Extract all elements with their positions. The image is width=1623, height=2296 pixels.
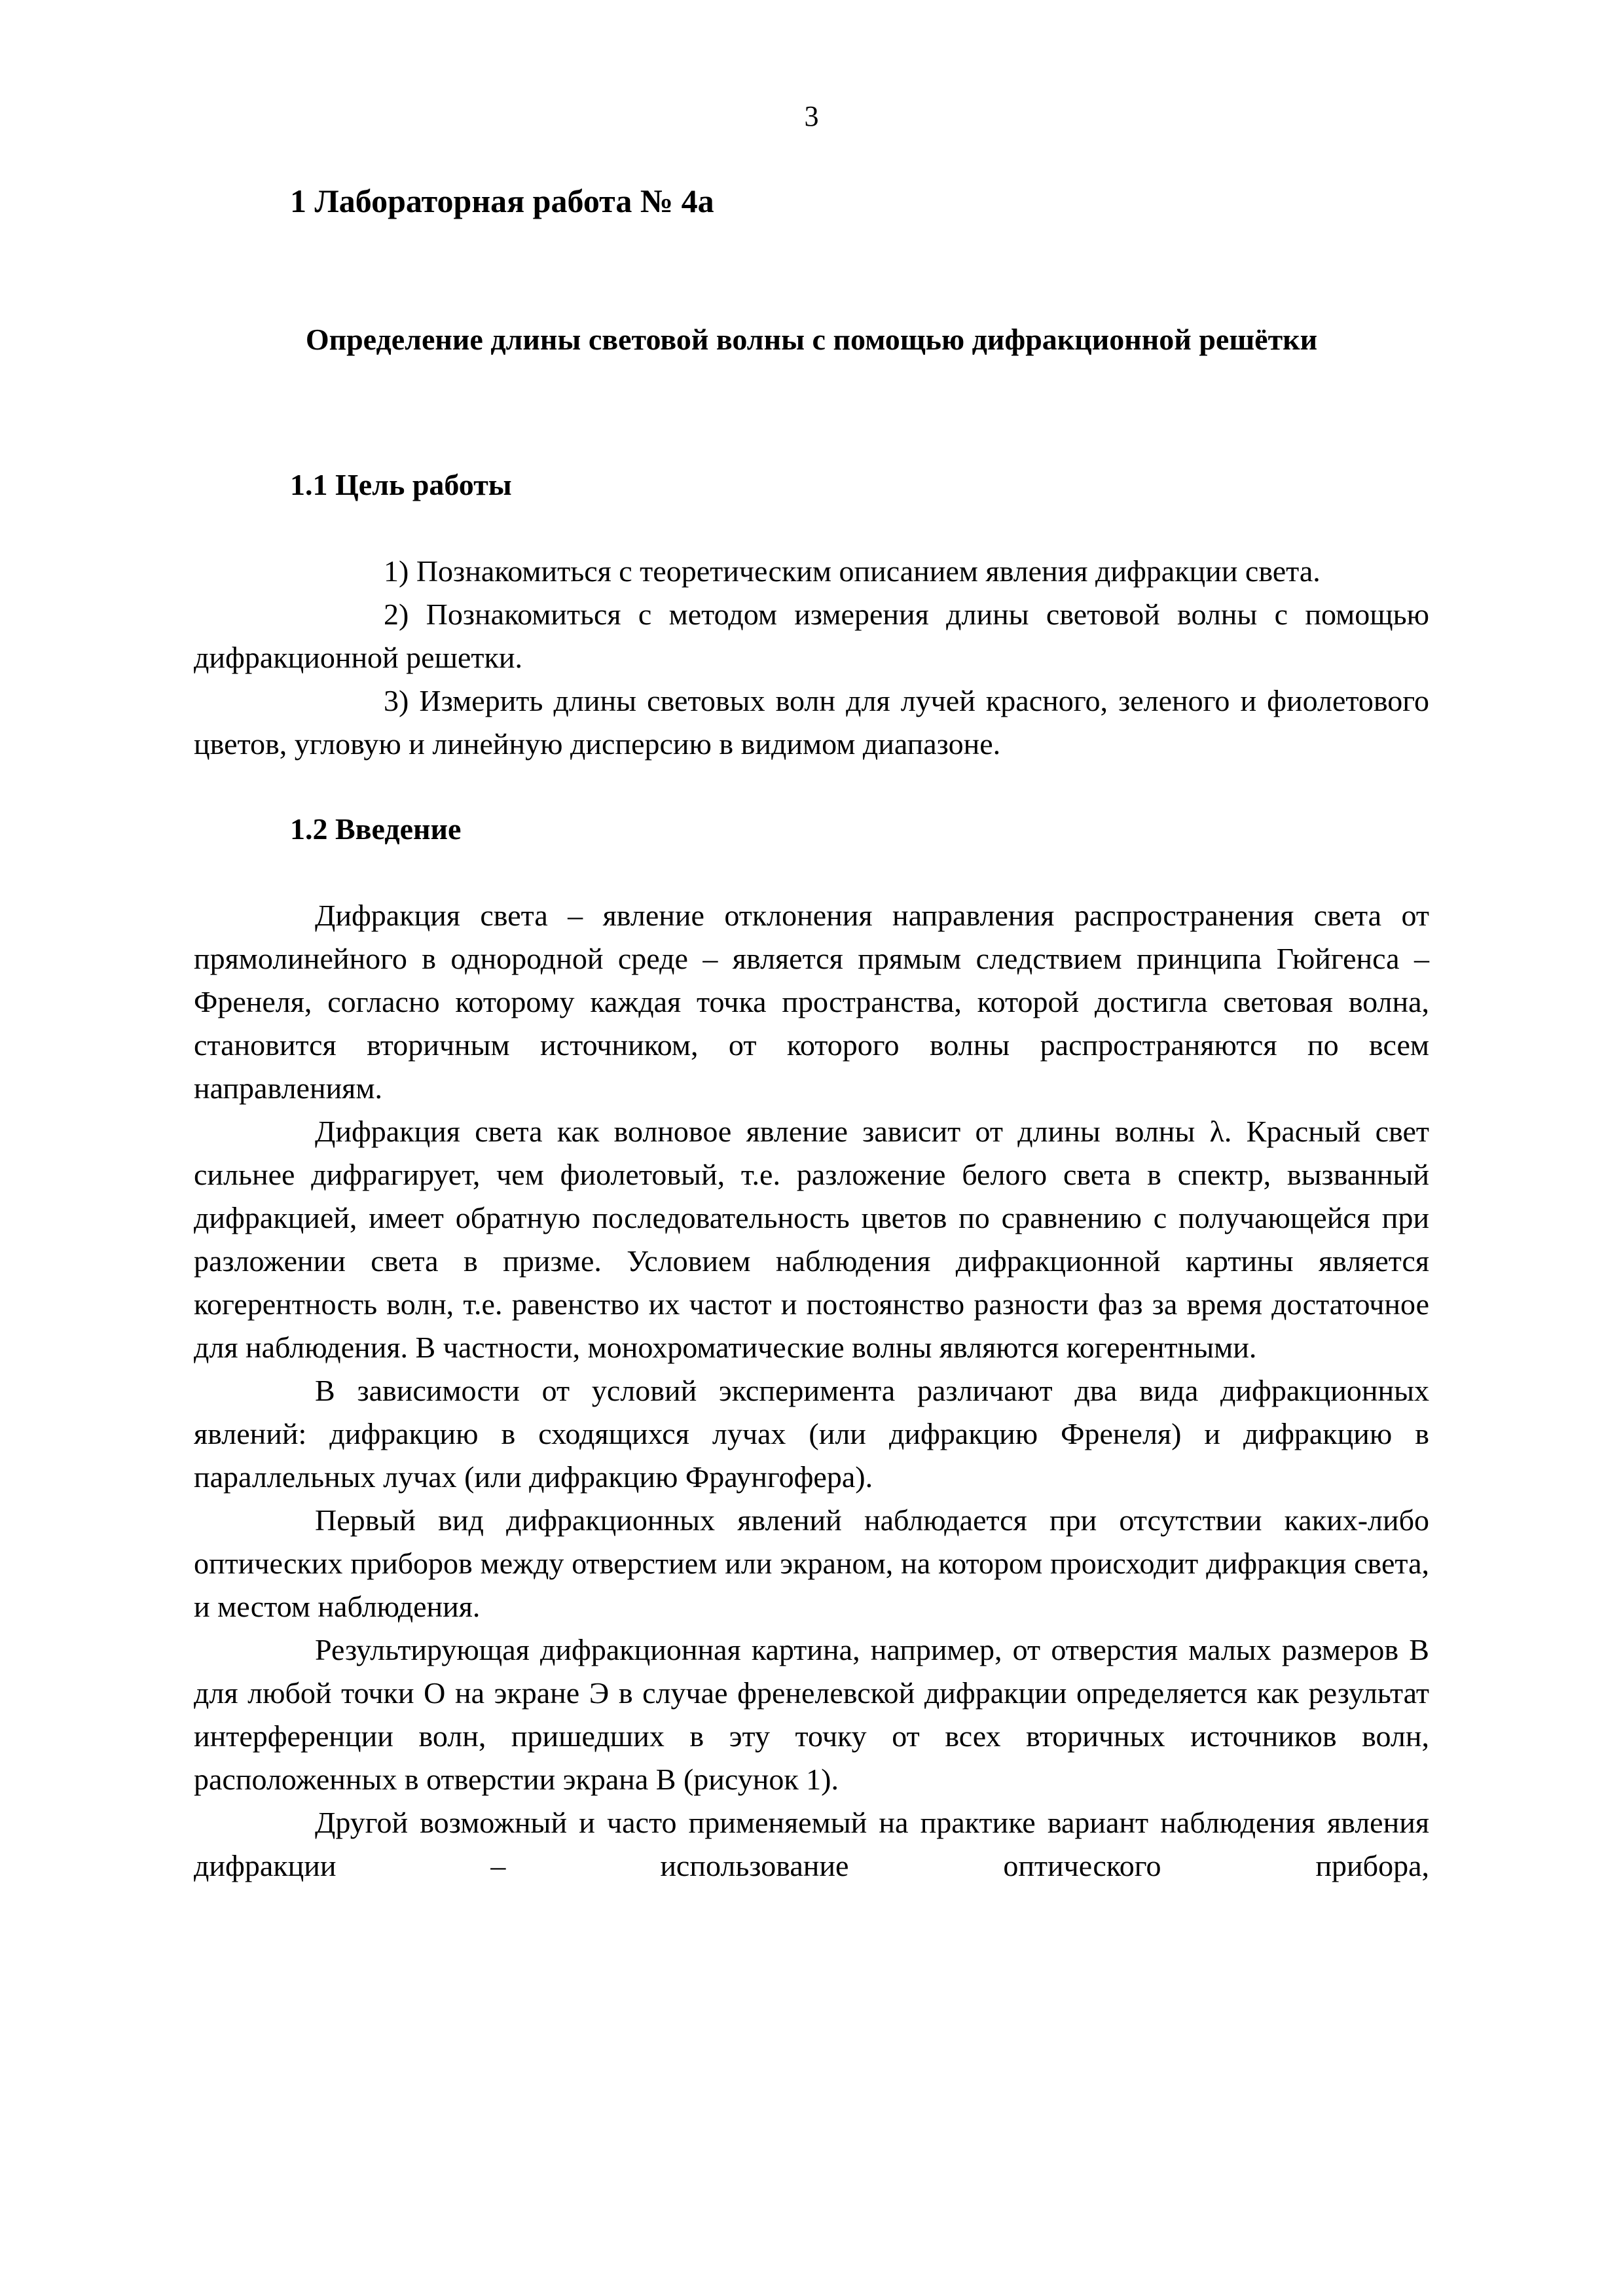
document-title: Определение длины световой волны с помощью дифракционной решётки [305,323,1318,356]
intro-paragraph-6: Другой возможный и часто применяемый на практике вариант наблюдения явления дифракции – использование оптического прибора, [194,1806,1429,1882]
intro-paragraph-3: В зависимости от условий эксперимента различают два вида дифракционных явлений: дифракцию в сходящихся лучах (или дифракцию Френеля) и дифракцию в параллельных лучах (или дифракцию Фраунгофера). [194,1374,1429,1494]
intro-paragraph-5: Результирующая дифракционная картина, например, от отверстия малых размеров В для любой точки О на экране Э в случае френелевской дифракции определяется как результат интерференции волн, пришедших в эту точку от всех вторичных источников волн, расположенных в отверстии экрана В (рисунок 1). [194,1633,1429,1796]
intro-paragraph-2: Дифракция света как волновое явление зависит от длины волны λ. Красный свет сильнее дифрагирует, чем фиолетовый, т.е. разложение белого света в спектр, вызванный дифракцией, имеет обратную последовательность цветов по сравнению с получающейся при разложении света в призме. Условием наблюдения дифракционной картины является когерентность волн, т.е. равенство их частот и постоянство разности фаз за время достаточное для наблюдения. В частности, монохроматические волны являются когерентными. [194,1115,1429,1364]
goal-item-3: 3) Измерить длины световых волн для лучей красного, зеленого и фиолетового цветов, угловую и линейную дисперсию в видимом диапазоне. [194,684,1429,761]
section-heading-intro: 1.2 Введение [290,812,462,846]
chapter-title: 1 Лабораторная работа № 4а [290,183,714,219]
page-number: 3 [804,100,819,132]
goal-item-2: 2) Познакомиться с методом измерения длины световой волны с помощью дифракционной решетки. [194,598,1429,674]
intro-paragraph-4: Первый вид дифракционных явлений наблюдается при отсутствии каких-либо оптических приборов между отверстием или экраном, на котором происходит дифракция света, и местом наблюдения. [194,1503,1429,1623]
intro-paragraph-1: Дифракция света – явление отклонения направления распространения света от прямолинейного в однородной среде – является прямым следствием принципа Гюйгенса – Френеля, согласно которому каждая точка пространства, которой достигла световая волна, становится вторичным источником, от которого волны распространяются по всем направлениям. [194,899,1429,1105]
section-heading-goal: 1.1 Цель работы [290,468,512,501]
goal-item-1: 1) Познакомиться с теоретическим описанием явления дифракции света. [384,554,1321,588]
